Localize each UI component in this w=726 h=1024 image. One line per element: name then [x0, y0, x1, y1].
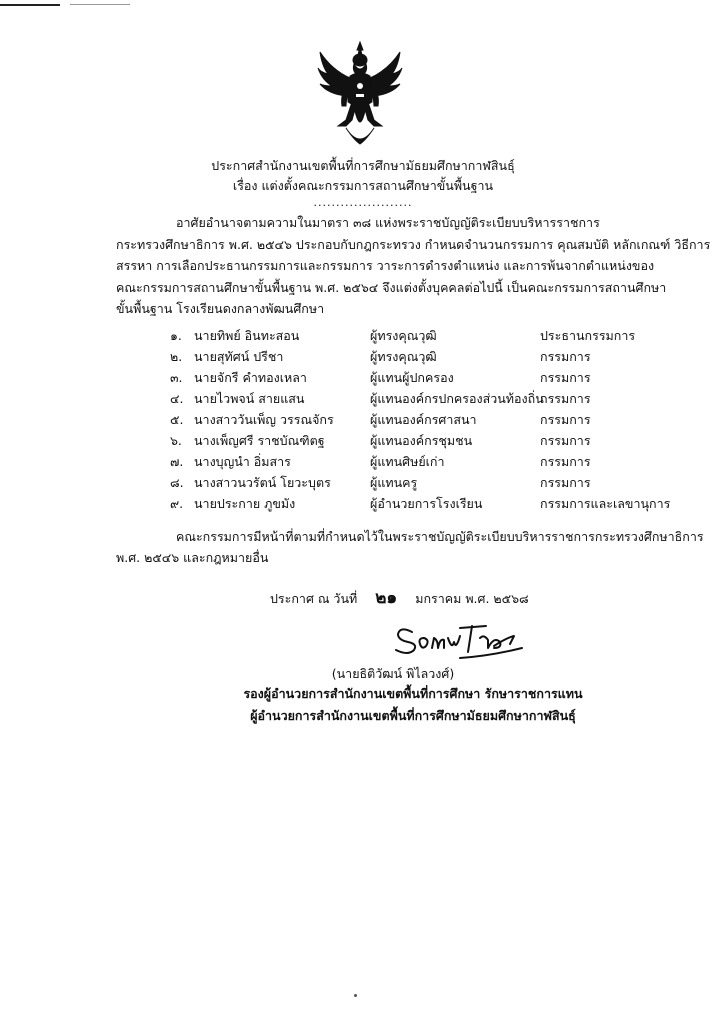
announcement-date [270, 584, 529, 611]
member-name: นายประกาย ภูขมัง [194, 496, 296, 511]
member-role: กรรมการและเลขานุการ [540, 496, 671, 511]
member-row [170, 452, 670, 473]
intro-line: อาศัยอำนาจตามความในมาตรา ๓๘ แห่งพระราชบัญญัติระเบียบบริหารราชการ [176, 215, 600, 230]
intro-line: คณะกรรมการสถานศึกษาขั้นพื้นฐาน พ.ศ. ๒๕๖๔ จึงแต่งตั้งบุคคลต่อไปนี้ เป็นคณะกรรมการสถานศึกษา [116, 279, 667, 295]
member-row [170, 431, 670, 452]
member-name: นางสาววันเพ็ญ วรรณจักร [194, 412, 334, 427]
scan-mark [0, 4, 60, 6]
duties-line: คณะกรรมการมีหน้าที่ตามที่กำหนดไว้ในพระราชบัญญัติระเบียบบริหารราชการกระทรวงศึกษาธิการ [176, 529, 704, 544]
member-qualification: ผู้แทนองค์กรศาสนา [370, 412, 477, 427]
intro-line: กระทรวงศึกษาธิการ พ.ศ. ๒๕๔๖ ประกอบกับกฎกระทรวง กำหนดจำนวนกรรมการ คุณสมบัติ หลักเกณฑ์ วิธีการ [116, 236, 711, 252]
member-role: กรรมการ [540, 391, 591, 406]
date-suffix: มกราคม พ.ศ. ๒๕๖๘ [415, 591, 529, 606]
member-number: ๖. [170, 433, 182, 448]
member-role: กรรมการ [540, 433, 591, 448]
duties-line: พ.ศ. ๒๕๔๖ และกฎหมายอื่น [116, 550, 269, 565]
scan-speck [354, 994, 357, 997]
member-qualification: ผู้แทนองค์กรปกครองส่วนท้องถิ่น [370, 391, 544, 406]
member-row [170, 368, 670, 389]
member-qualification: ผู้อำนวยการโรงเรียน [370, 496, 483, 511]
member-row [170, 473, 670, 494]
member-row [170, 410, 670, 431]
title-separator: ...................... [313, 196, 413, 209]
member-row [170, 389, 670, 410]
signer-position: รองผู้อำนวยการสำนักงานเขตพื้นที่การศึกษา รักษาราชการแทน [243, 686, 583, 701]
member-qualification: ผู้แทนศิษย์เก่า [370, 454, 445, 469]
signer-position: ผู้อำนวยการสำนักงานเขตพื้นที่การศึกษามัธยมศึกษากาฬสินธุ์ [250, 708, 576, 723]
announcement-subject: เรื่อง แต่งตั้งคณะกรรมการสถานศึกษาขั้นพื้นฐาน [232, 178, 494, 193]
member-role: กรรมการ [540, 412, 591, 427]
member-number: ๕. [170, 412, 184, 427]
member-name: นายทิพย์ อินทะสอน [194, 328, 300, 343]
member-name: นางสาวนวรัตน์ โยวะบุตร [194, 475, 331, 490]
member-role: กรรมการ [540, 349, 591, 364]
member-row [170, 326, 670, 347]
member-role: กรรมการ [540, 370, 591, 385]
garuda-emblem-icon [316, 40, 404, 152]
committee-member-list [170, 326, 670, 515]
member-name: นายไวพจน์ สายแสน [194, 391, 305, 406]
member-number: ๗. [170, 454, 184, 469]
signer-name: (นายธิติวัฒน์ พิไลวงศ์) [331, 666, 455, 681]
handwritten-signature [390, 618, 530, 662]
member-row [170, 347, 670, 368]
duties-paragraph [116, 526, 704, 568]
member-role: กรรมการ [540, 475, 591, 490]
member-name: นายจักรี คำทองเหลา [194, 370, 307, 385]
member-number: ๒. [170, 349, 183, 364]
member-qualification: ผู้ทรงคุณวุฒิ [370, 349, 437, 364]
member-number: ๙. [170, 496, 184, 511]
member-name: นางเพ็ญศรี ราชบัณฑิตฐ [194, 433, 325, 448]
member-qualification: ผู้แทนครู [370, 475, 418, 490]
scan-mark [70, 4, 130, 5]
member-number: ๓. [170, 370, 183, 385]
member-qualification: ผู้แทนองค์กรชุมชน [370, 433, 473, 448]
member-qualification: ผู้แทนผู้ปกครอง [370, 370, 454, 385]
member-qualification: ผู้ทรงคุณวุฒิ [370, 328, 437, 343]
intro-line: ขั้นพื้นฐาน โรงเรียนดงกลางพัฒนศึกษา [116, 301, 325, 316]
member-role: ประธานกรรมการ [540, 328, 636, 343]
intro-paragraph [116, 212, 711, 320]
member-number: ๘. [170, 475, 184, 490]
member-number: ๔. [170, 391, 184, 406]
member-role: กรรมการ [540, 454, 591, 469]
member-name: นางบุญนำ อิ่มสาร [194, 454, 291, 469]
member-number: ๑. [170, 328, 182, 343]
member-name: นายสุทัศน์ ปรีชา [194, 349, 284, 364]
date-day-handwritten: ๒๑ [375, 588, 398, 608]
member-row [170, 494, 670, 515]
date-prefix: ประกาศ ณ วันที่ [270, 591, 358, 606]
announcement-title: ประกาศสำนักงานเขตพื้นที่การศึกษามัธยมศึกษากาฬสินธุ์ [211, 158, 515, 173]
intro-line: สรรหา การเลือกประธานกรรมการและกรรมการ วาระการดำรงตำแหน่ง และการพ้นจากตำแหน่งของ [116, 258, 655, 273]
